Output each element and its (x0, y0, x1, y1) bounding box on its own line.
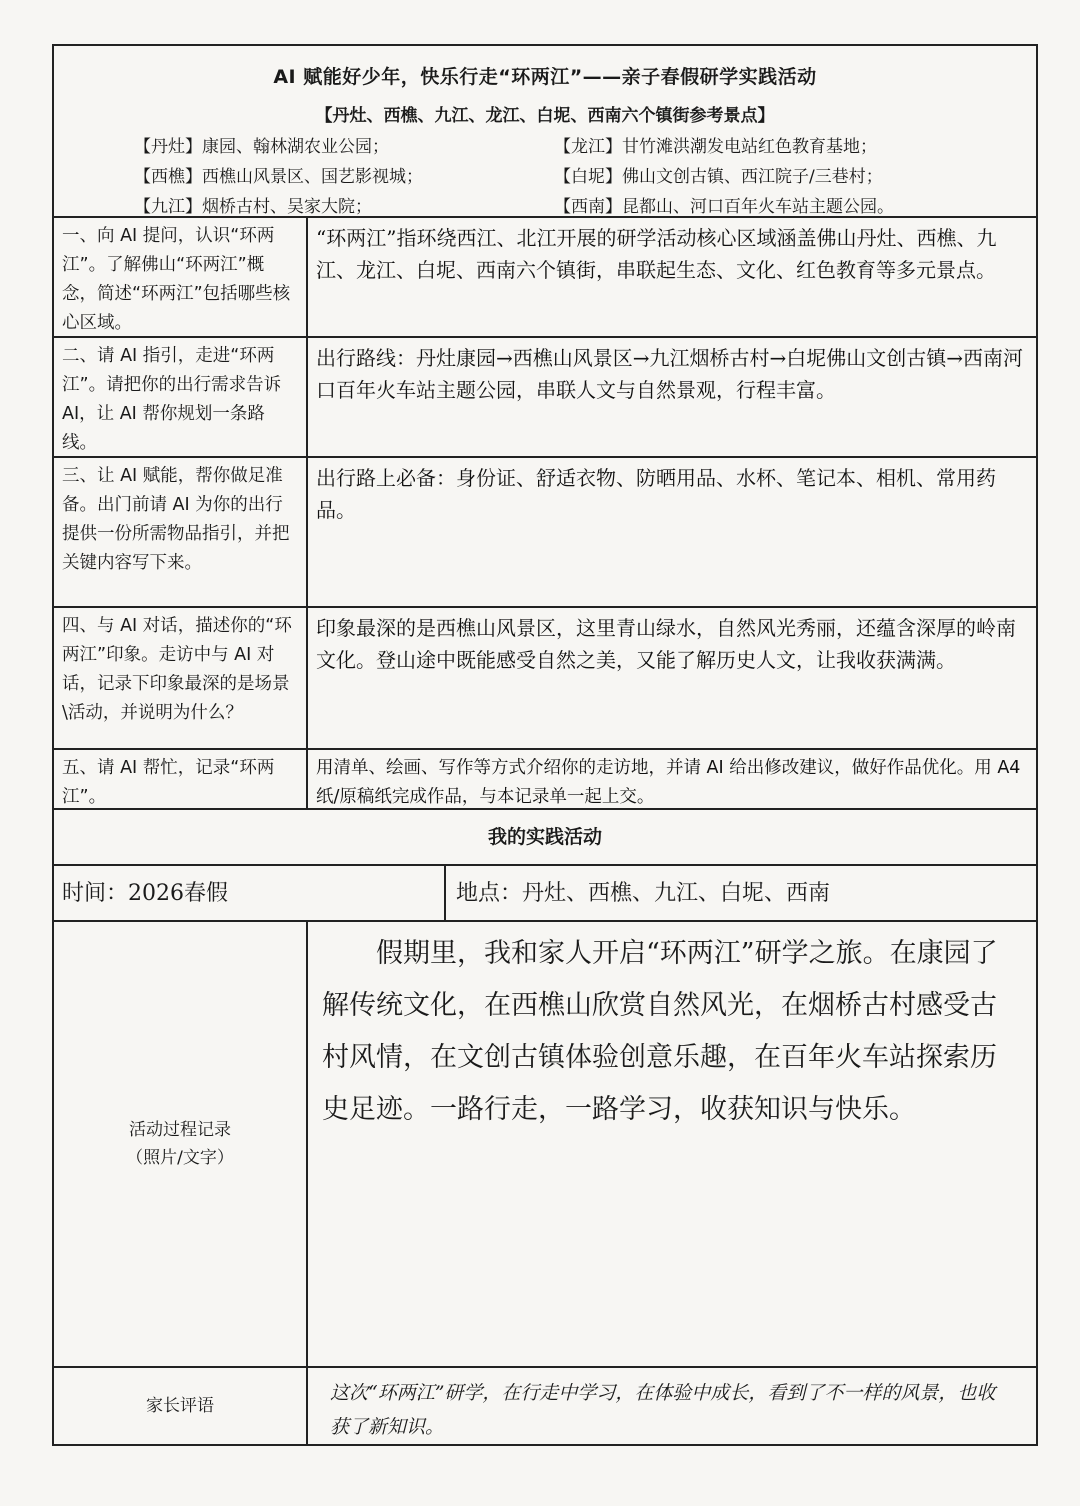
spot-longjiang: 【龙江】甘竹滩洪潮发电站红色教育基地； (554, 137, 877, 157)
record-label (54, 922, 308, 1366)
time-place-row (54, 866, 1036, 922)
task-answer-5: 用清单、绘画、写作等方式介绍你的走访地，并请 AI 给出修改建议，做好作品优化。用 A4 纸/原稿纸完成作品，与本记录单一起上交。 (316, 758, 1021, 807)
spot-jiujiang: 【九江】烟桥古村、吴家大院； (134, 197, 372, 217)
task-answer-2: 出行路线：丹灶康园→西樵山风景区→九江烟桥古村→白坭佛山文创古镇→西南河口百年火车站主题公园，串联人文与自然景观，行程丰富。 (316, 346, 1024, 402)
parent-comment: 这次“环两江”研学，在行走中学习，在体验中成长，看到了不一样的风景，也收获了新知识。 (330, 1382, 996, 1438)
task-row-1 (54, 218, 1036, 338)
activity-title: AI 赋能好少年，快乐行走“环两江”——亲子春假研学实践活动 (273, 66, 817, 88)
task-answer-4: 印象最深的是西樵山风景区，这里青山绿水，自然风光秀丽，还蕴含深厚的岭南文化。登山途中既能感受自然之美，又能了解历史人文，让我收获满满。 (316, 616, 1016, 672)
time-field: 时间：2026春假 (54, 866, 446, 920)
task-question-4: 四、与 AI 对话，描述你的“环两江”印象。走访中与 AI 对话，记录下印象最深的是场景\活动，并说明为什么？ (54, 608, 308, 748)
record-label-main: 活动过程记录 (128, 1120, 231, 1140)
task-row-3 (54, 458, 1036, 608)
record-text: 假期里，我和家人开启“环两江”研学之旅。在康园了解传统文化，在西樵山欣赏自然风光，在烟桥古村感受古村风情，在文创古镇体验创意乐趣，在百年火车站探索历史足迹。一路行走，一路学习，收获知识与快乐。 (322, 938, 998, 1125)
task-answer-3: 出行路上必备：身份证、舒适衣物、防晒用品、水杯、笔记本、相机、常用药品。 (316, 466, 996, 522)
spot-xinan: 【西南】昆都山、河口百年火车站主题公园。 (554, 197, 894, 217)
spot-baini: 【白坭】佛山文创古镇、西江院子/三巷村； (554, 167, 883, 187)
spots-subtitle: 【丹灶、西樵、九江、龙江、白坭、西南六个镇街参考景点】 (315, 106, 775, 126)
task-question-5: 五、请 AI 帮忙，记录“环两江”。 (54, 750, 308, 808)
task-row-5 (54, 750, 1036, 810)
parent-row (54, 1368, 1036, 1444)
sheet-header (54, 46, 1036, 218)
practice-section-title: 我的实践活动 (487, 826, 602, 848)
practice-section-row (54, 810, 1036, 866)
task-question-3: 三、让 AI 赋能，帮你做足准备。出门前请 AI 为你的出行提供一份所需物品指引，并把关键内容写下来。 (54, 458, 308, 606)
task-answer-1: “环两江”指环绕西江、北江开展的研学活动核心区域涵盖佛山丹灶、西樵、九江、龙江、白坭、西南六个镇街，串联起生态、文化、红色教育等多元景点。 (316, 226, 997, 282)
record-sheet (52, 44, 1038, 1446)
record-row (54, 922, 1036, 1368)
task-row-2 (54, 338, 1036, 458)
task-row-4 (54, 608, 1036, 750)
spot-danzao: 【丹灶】康园、翰林湖农业公园； (134, 137, 389, 157)
task-question-2: 二、请 AI 指引，走进“环两江”。请把你的出行需求告诉 AI，让 AI 帮你规划一条路线。 (54, 338, 308, 456)
place-field: 地点：丹灶、西樵、九江、白坭、西南 (456, 881, 831, 906)
record-label-sub: （照片/文字） (126, 1148, 234, 1168)
task-question-1: 一、向 AI 提问，认识“环两江”。了解佛山“环两江”概念，简述“环两江”包括哪些核心区域。 (54, 218, 308, 336)
spot-xiqiao: 【西樵】西樵山风景区、国艺影视城； (134, 167, 423, 187)
parent-label: 家长评语 (54, 1368, 308, 1444)
